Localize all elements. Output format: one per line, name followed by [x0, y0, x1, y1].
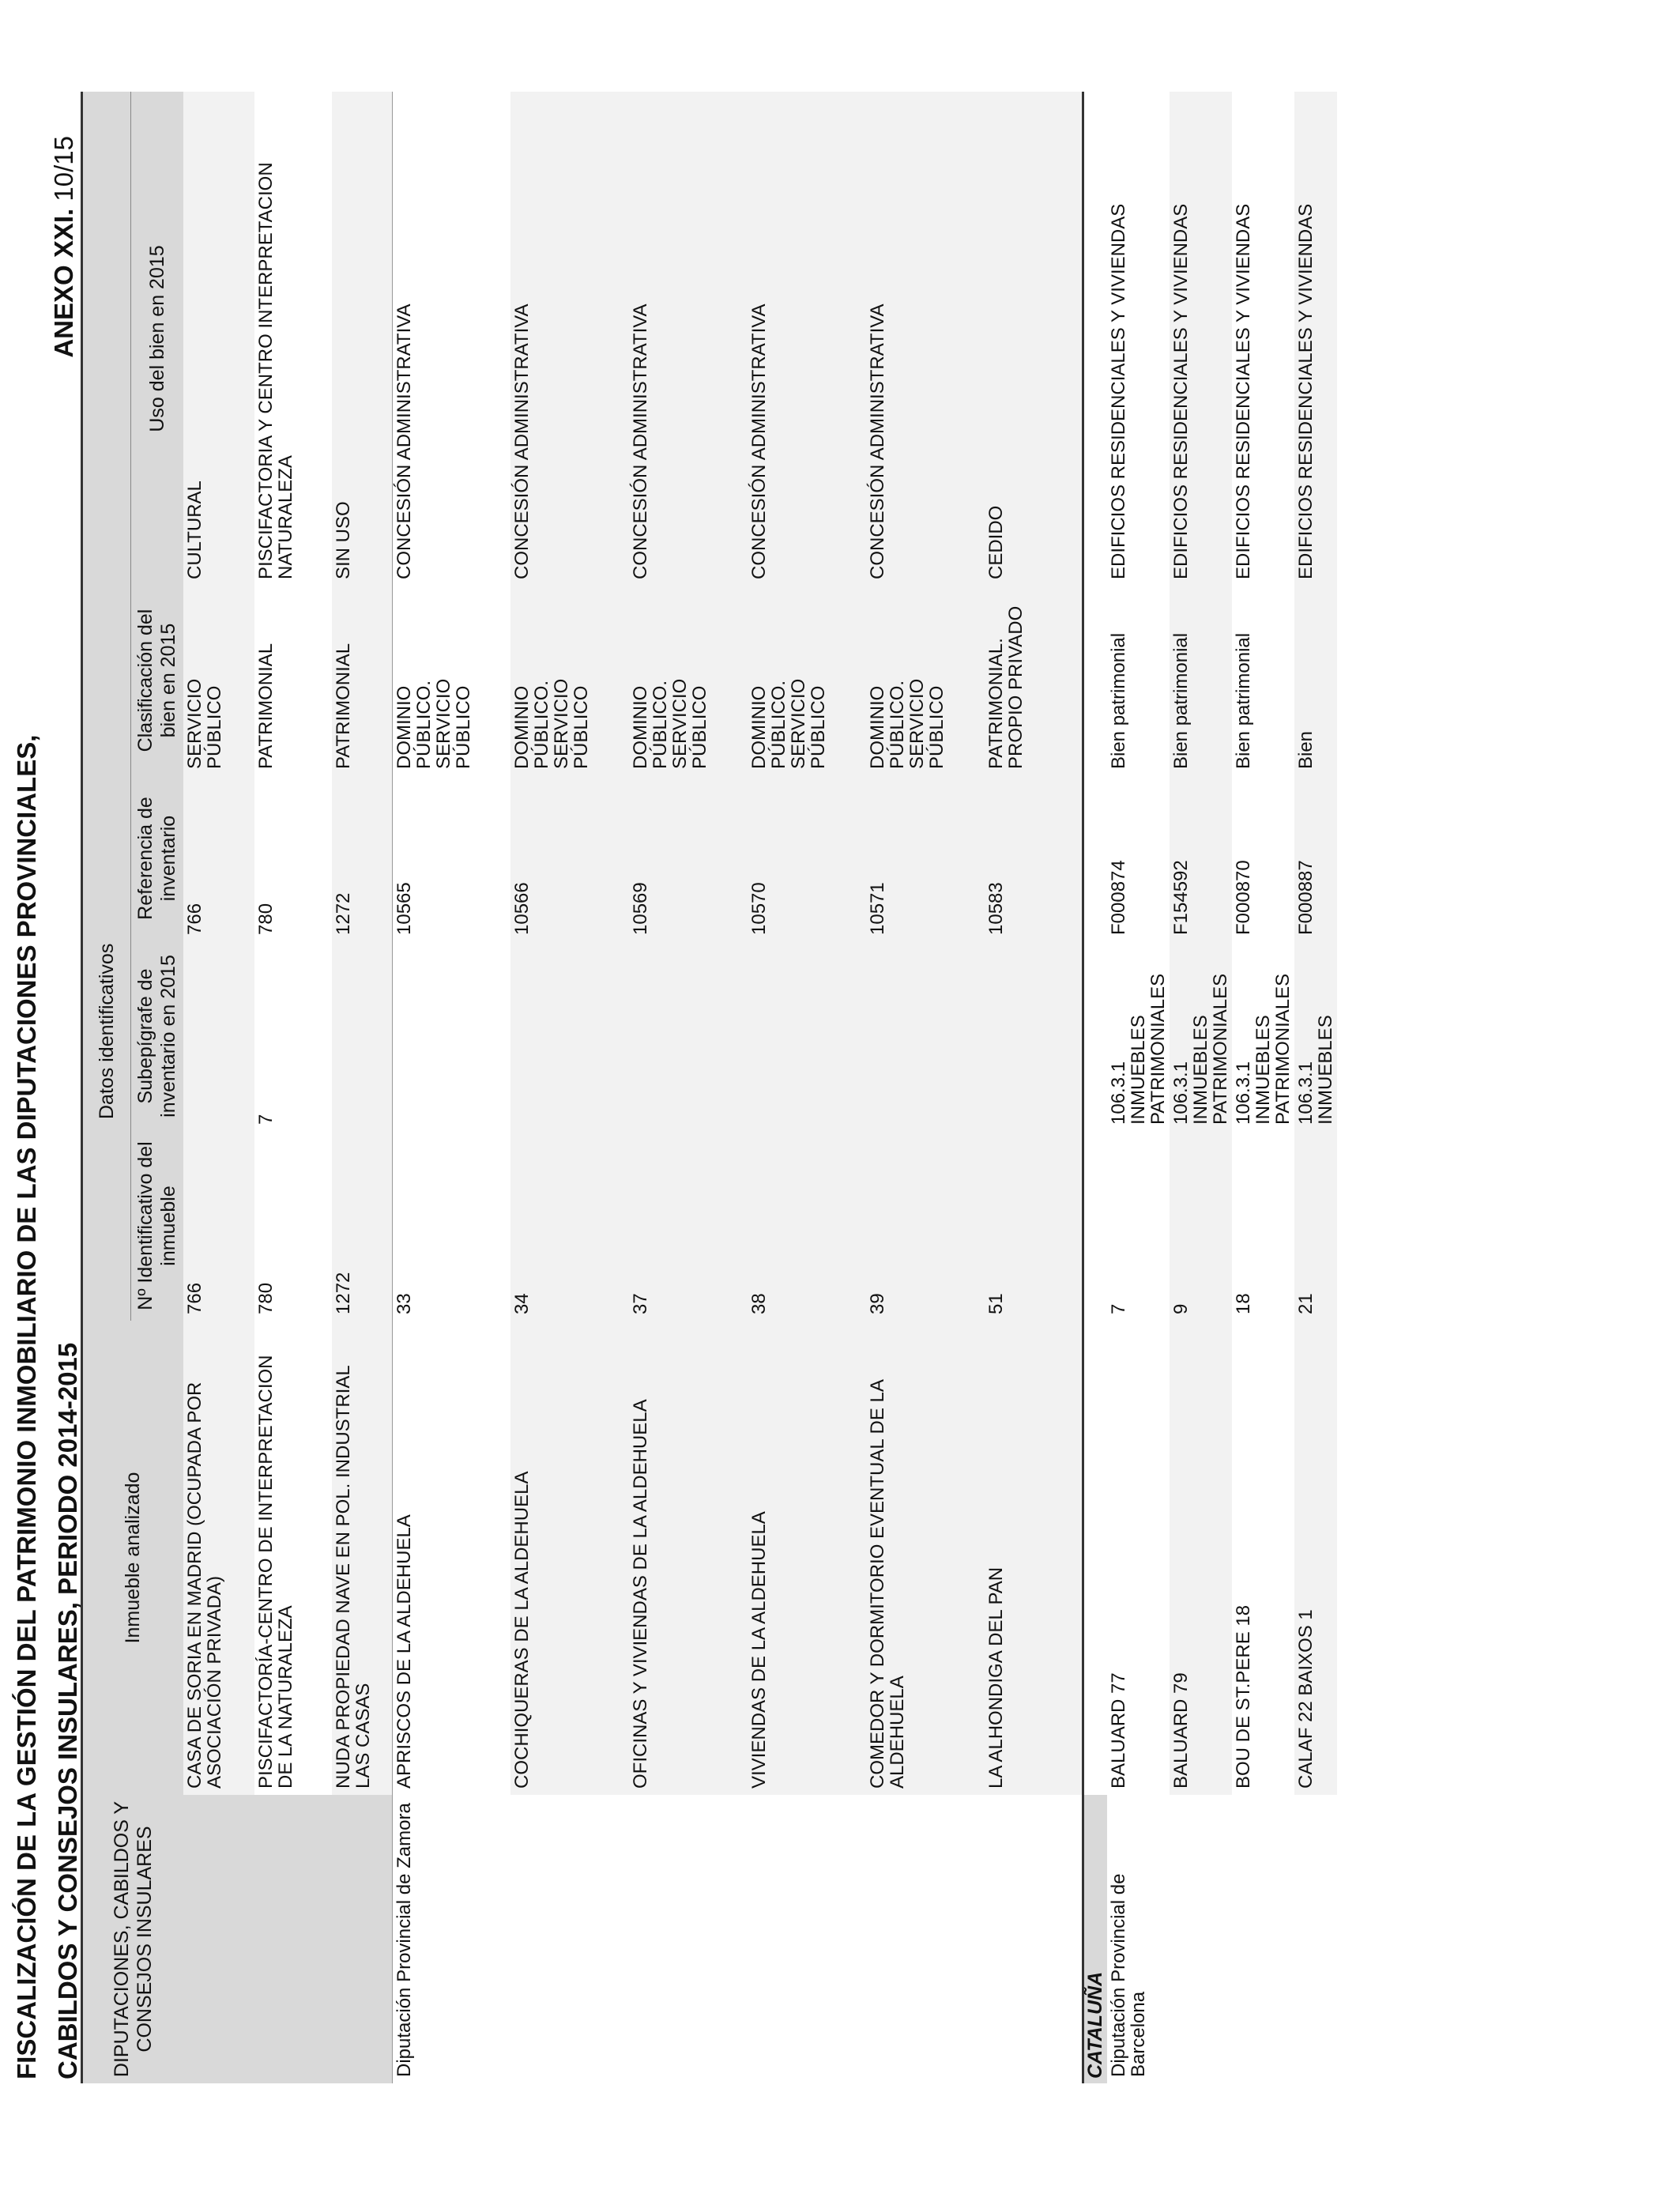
- table-row: [1107, 92, 1170, 2083]
- cell-clas: DOMINIO PÚBLICO. SERVICIO PÚBLICO: [510, 586, 629, 775]
- cell-ref: 10583: [985, 775, 1083, 941]
- cell-sub: 106.3.1 INMUEBLES PATRIMONIALES: [1232, 973, 1294, 1125]
- header-uso: Uso del bien en 2015: [131, 92, 184, 586]
- cell-entity: [1170, 1795, 1232, 2083]
- cell-clas: DOMINIO PÚBLICO. SERVICIO PÚBLICO: [392, 586, 510, 775]
- cell-inmueble: OFICINAS Y VIVIENDAS DE LA ALDEHUELA: [629, 1321, 748, 1795]
- cell-clas: DOMINIO PÚBLICO. SERVICIO PÚBLICO: [748, 586, 866, 775]
- cell-inmueble: BOU DE ST.PERE 18: [1232, 1604, 1254, 1789]
- cell-entity: [629, 1795, 748, 2083]
- cell-sub: 106.3.1 INMUEBLES PATRIMONIALES: [1107, 973, 1169, 1125]
- cell-num: 33: [392, 1131, 510, 1321]
- cell-entity: [332, 1795, 392, 2083]
- cell-num: 38: [748, 1131, 866, 1321]
- cell-num: 18: [1232, 1293, 1254, 1314]
- header-num: Nº Identificativo del inmueble: [131, 1131, 184, 1321]
- cell-num: 39: [866, 1131, 985, 1321]
- cell-num: 37: [629, 1131, 748, 1321]
- cell-ref: 766: [183, 775, 254, 941]
- cell-entity: [254, 1795, 332, 2083]
- cell-clas: PATRIMONIAL: [332, 586, 392, 775]
- cell-num: 9: [1170, 1131, 1232, 1321]
- table-row: [629, 92, 748, 2083]
- cell-clas: PATRIMONIAL: [255, 643, 277, 769]
- header-group-datos: Datos identificativos: [82, 92, 131, 1321]
- cell-inmueble: NUDA PROPIEDAD NAVE EN POL. INDUSTRIAL LAS CASAS: [332, 1321, 392, 1795]
- cell-inmueble: LA ALHONDIGA DEL PAN: [985, 1321, 1083, 1795]
- cell-entity: Diputación Provincial de Barcelona: [1107, 1873, 1149, 2077]
- cell-inmueble: CALAF 22 BAIXOS 1: [1294, 1321, 1337, 1795]
- cell-clas: DOMINIO PÚBLICO. SERVICIO PÚBLICO: [629, 586, 748, 775]
- annex-label: [49, 136, 79, 358]
- cell-entity: [1294, 1795, 1337, 2083]
- cell-uso: EDIFICIOS RESIDENCIALES Y VIVIENDAS: [1170, 92, 1232, 586]
- cell-inmueble: COCHIQUERAS DE LA ALDEHUELA: [510, 1321, 629, 1795]
- header-entity: DIPUTACIONES, CABILDOS Y CONSEJOS INSULARES: [82, 1795, 184, 2083]
- cell-clas: Bien: [1294, 586, 1337, 775]
- table-row: [1170, 92, 1232, 2083]
- cell-clas: Bien patrimonial: [1107, 632, 1129, 769]
- cell-inmueble: PISCIFACTORÍA-CENTRO DE INTERPRETACION DE LA NATURALEZA: [255, 1355, 296, 1789]
- cell-inmueble: CASA DE SORIA EN MADRID (OCUPADA POR ASOCIACIÓN PRIVADA): [183, 1321, 254, 1795]
- cell-sub: [510, 941, 629, 1131]
- cell-clas: PATRIMONIAL. PROPIO PRIVADO: [985, 586, 1083, 775]
- table-row: [510, 92, 629, 2083]
- table-row: [183, 92, 254, 2083]
- cell-ref: F000874: [1107, 860, 1129, 935]
- cell-sub: [866, 941, 985, 1131]
- section-row: [1083, 92, 1107, 2083]
- cell-clas: SERVICIO PÚBLICO: [183, 586, 254, 775]
- cell-sub: [392, 941, 510, 1131]
- table-row: [1294, 92, 1337, 2083]
- cell-uso: CONCESIÓN ADMINISTRATIVA: [866, 92, 985, 586]
- cell-sub: 106.3.1 INMUEBLES PATRIMONIALES: [1170, 941, 1232, 1131]
- cell-uso: EDIFICIOS RESIDENCIALES Y VIVIENDAS: [1232, 203, 1254, 579]
- cell-ref: 10565: [392, 775, 510, 941]
- cell-sub: [629, 941, 748, 1131]
- cell-ref: 780: [255, 903, 277, 935]
- section-label: CATALUÑA: [1083, 1795, 1107, 2083]
- header-inmueble: Inmueble analizado: [82, 1321, 184, 1795]
- cell-entity: [1232, 1795, 1294, 2083]
- cell-clas: Bien patrimonial: [1170, 586, 1232, 775]
- cell-uso: PISCIFACTORIA Y CENTRO INTERPRETACION NATURALEZA: [255, 162, 296, 579]
- title-line-2: CABILDOS Y CONSEJOS INSULARES, PERIODO 2014-2015: [53, 1342, 82, 2079]
- table-row: [1232, 92, 1294, 2083]
- cell-ref: F000870: [1232, 860, 1254, 935]
- cell-entity: [510, 1795, 629, 2083]
- cell-entity: [866, 1795, 985, 2083]
- cell-sub: 7: [255, 1114, 277, 1125]
- cell-sub: [748, 941, 866, 1131]
- cell-uso: CULTURAL: [183, 92, 254, 586]
- cell-uso: EDIFICIOS RESIDENCIALES Y VIVIENDAS: [1107, 203, 1129, 579]
- cell-inmueble: VIVIENDAS DE LA ALDEHUELA: [748, 1321, 866, 1795]
- cell-inmueble: BALUARD 79: [1170, 1321, 1232, 1795]
- section-spacer: [1083, 92, 1107, 1795]
- table-row: [392, 92, 510, 2083]
- header-clas: Clasificación del bien en 2015: [131, 586, 184, 775]
- cell-ref: F154592: [1170, 775, 1232, 941]
- cell-ref: 10571: [866, 775, 985, 941]
- document-title: [6, 657, 89, 2079]
- title-line-1: FISCALIZACIÓN DE LA GESTIÓN DEL PATRIMONIO INMOBILIARIO DE LAS DIPUTACIONES PROVINCIALES,: [12, 734, 41, 2079]
- header-sub: Subepígrafe de inventario en 2015: [131, 941, 184, 1131]
- annex-number: 10/15: [49, 136, 78, 202]
- cell-inmueble: COMEDOR Y DORMITORIO EVENTUAL DE LA ALDEHUELA: [866, 1321, 985, 1795]
- cell-sub: 106.3.1 INMUEBLES: [1294, 941, 1337, 1131]
- cell-ref: 10566: [510, 775, 629, 941]
- cell-num: 1272: [332, 1131, 392, 1321]
- table-body: [183, 92, 1337, 2083]
- cell-uso: CONCESIÓN ADMINISTRATIVA: [392, 92, 510, 586]
- cell-inmueble: BALUARD 77: [1107, 1672, 1129, 1789]
- cell-entity: [985, 1795, 1083, 2083]
- header-ref: Referencia de inventario: [131, 775, 184, 941]
- table-row: [985, 92, 1083, 2083]
- cell-entity: [183, 1795, 254, 2083]
- cell-num: 766: [183, 1131, 254, 1321]
- cell-ref: 10569: [629, 775, 748, 941]
- cell-sub: [183, 941, 254, 1131]
- cell-inmueble: APRISCOS DE LA ALDEHUELA: [392, 1321, 510, 1795]
- cell-ref: F000887: [1294, 775, 1337, 941]
- cell-sub: [985, 941, 1083, 1131]
- table-row: [748, 92, 866, 2083]
- table-row: [332, 92, 392, 2083]
- inventory-table: [81, 92, 1337, 2083]
- cell-num: 7: [1107, 1303, 1129, 1314]
- cell-sub: [332, 941, 392, 1131]
- cell-num: 780: [255, 1282, 277, 1314]
- cell-ref: 10570: [748, 775, 866, 941]
- cell-uso: EDIFICIOS RESIDENCIALES Y VIVIENDAS: [1294, 92, 1337, 586]
- table-row: [866, 92, 985, 2083]
- cell-uso: CEDIDO: [985, 92, 1083, 586]
- cell-clas: DOMINIO PÚBLICO. SERVICIO PÚBLICO: [866, 586, 985, 775]
- cell-uso: CONCESIÓN ADMINISTRATIVA: [748, 92, 866, 586]
- cell-num: 51: [985, 1131, 1083, 1321]
- annex-name: ANEXO XXI.: [49, 208, 78, 358]
- cell-clas: Bien patrimonial: [1232, 632, 1254, 769]
- cell-uso: SIN USO: [332, 92, 392, 586]
- cell-num: 34: [510, 1131, 629, 1321]
- table-row: [254, 92, 332, 2083]
- cell-num: 21: [1294, 1131, 1337, 1321]
- table-header: [82, 92, 184, 2083]
- cell-uso: CONCESIÓN ADMINISTRATIVA: [510, 92, 629, 586]
- cell-uso: CONCESIÓN ADMINISTRATIVA: [629, 92, 748, 586]
- cell-entity: [748, 1795, 866, 2083]
- cell-entity: Diputación Provincial de Zamora: [392, 1795, 510, 2083]
- cell-ref: 1272: [332, 775, 392, 941]
